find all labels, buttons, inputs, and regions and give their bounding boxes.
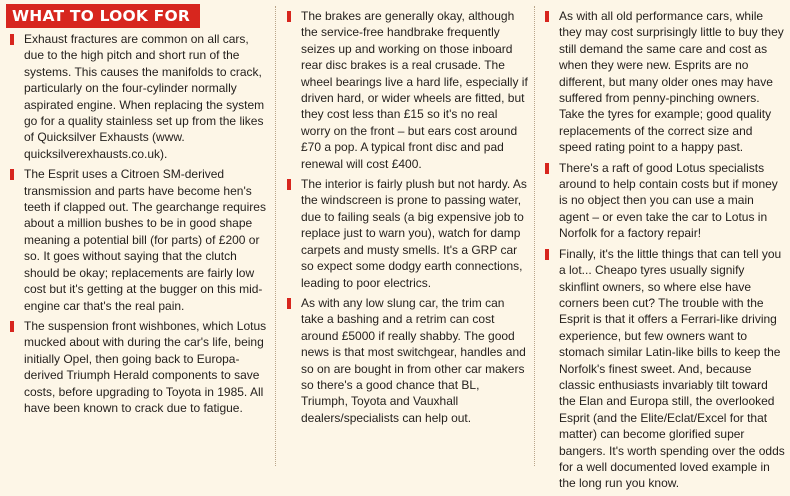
list-item: [283, 8, 529, 172]
list-item: [541, 246, 785, 492]
list-item: [6, 318, 268, 416]
bullet-marker: [10, 321, 14, 332]
list-item: [283, 295, 529, 426]
list-item: [541, 160, 785, 242]
section-heading: WHAT TO LOOK FOR: [6, 4, 200, 28]
item-text: There's a raft of good Lotus specialists around to help contain costs but if money is no object then you can use a main agent – or even take the car to Lotus in Norfolk for a factory repair!: [559, 160, 778, 241]
bullet-marker: [10, 34, 14, 45]
column-divider: [534, 6, 535, 466]
list-item: [6, 31, 268, 162]
item-text: The interior is fairly plush but not hardy. As the windscreen is prone to passing water, due to failing seals (a big expensive job to replace just to warn you), watch for damp carpets and musty smells. It's a GRP car so expect some dodgy earth connections, leading to poor electrics.: [301, 177, 527, 290]
column-2: [283, 0, 529, 430]
bullet-marker: [10, 169, 14, 180]
item-text: As with all old performance cars, while they may cost surprisingly little to buy they still demand the same care and cost as when they were new. Esprits are no different, but many older ones may have suffered from penny-pinching owners. Take the tyres for example; good quality replacements of the correct size and speed rating point to a happy past.: [559, 9, 784, 155]
list-item: [6, 166, 268, 314]
bullet-marker: [545, 249, 549, 260]
list-item: [541, 8, 785, 156]
bullet-marker: [545, 163, 549, 174]
bullet-marker: [287, 298, 291, 309]
item-text: Exhaust fractures are common on all cars, due to the high pitch and short run of the systems. This causes the manifolds to crack, particularly on the four-cylinder normally aspirated engine. When replacing the system go for a quality stainless set up from the likes of Quicksilver Exhausts (www. quicksilverexhausts.co.uk).: [24, 32, 265, 161]
column-1: [6, 0, 268, 420]
item-text: The brakes are generally okay, although the service-free handbrake frequently seizes up and working on those inboard rear disc brakes is a real crusade. The wheel bearings live a hard life, especially if driven hard, or wider wheels are fitted, but they cost less than £15 so it's no real worry on the front – but ears cost around £70 a pop. A typical front disc and pad renewal will cost £400.: [301, 9, 528, 171]
column-divider: [275, 6, 276, 466]
item-text: As with any low slung car, the trim can take a bashing and a retrim can cost around £5000 if really shabby. The good news is that most switchgear, handles and so on are bought in from other car makers so there's a good chance that BL, Triumph, Toyota and Vauxhall dealers/specialists can help out.: [301, 295, 526, 425]
bullet-marker: [287, 179, 291, 190]
column-3: [541, 0, 785, 496]
item-text: The Esprit uses a Citroen SM-derived transmission and parts have become hen's teeth if clapped out. The gearchange requires about a million bushes to be in good shape meaning a potential bill (for parts) of £200 or so. It goes without saying that the clutch should be okay; replacements are fairly low cost but it's getting at the bugger on this mid-engine car that's the real pain.: [24, 167, 266, 313]
item-text: Finally, it's the little things that can tell you a lot... Cheapo tyres usually signify skinflint owners, so where else have corners been cut? The trouble with the Esprit is that it offers a Ferrari-like driving experience, but few owners want to stomach similar Latin-like bills to keep the Norfolk's finest sweet. And, because classic enthusiasts invariably tilt toward the Elan and Europa still, the overlooked Esprit (and the Elite/Eclat/Excel for that matter) can become glorified super bangers. It's worth spending over the odds for a well documented loved example in the long run you know.: [559, 246, 785, 491]
list-item: [283, 176, 529, 291]
bullet-marker: [545, 11, 549, 22]
bullet-marker: [287, 11, 291, 22]
item-text: The suspension front wishbones, which Lotus mucked about with during the car's life, being initially Opel, then going back to Europa-derived Triumph Herald components to save costs, before upgrading to Toyota in 1985. All have been known to crack due to fatigue.: [24, 318, 267, 415]
